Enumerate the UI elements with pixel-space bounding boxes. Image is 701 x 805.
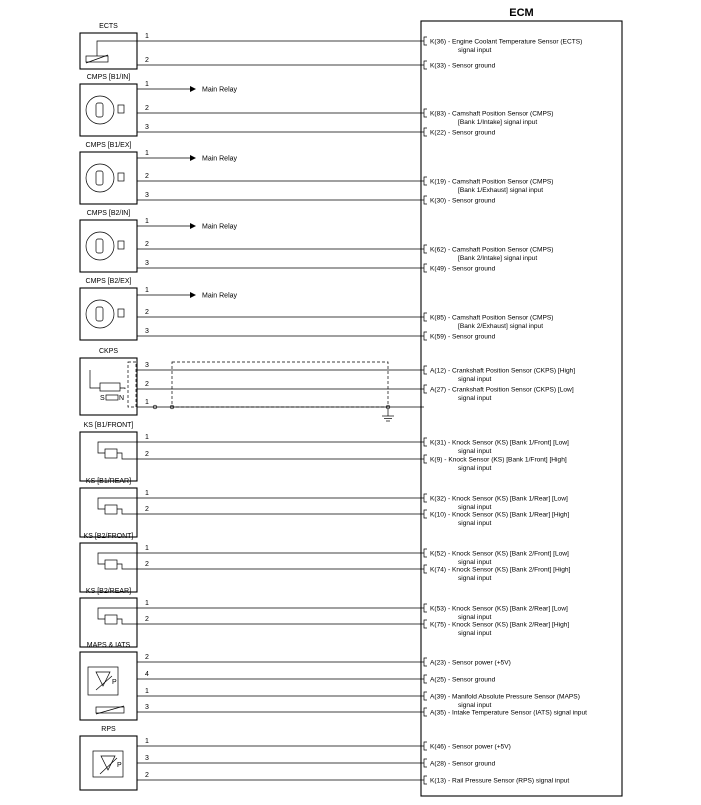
pin-number: 3 <box>145 192 149 199</box>
component-name: ECTS <box>99 23 118 30</box>
terminal-label: A(35) - Intake Temperature Sensor (IATS) signal input <box>430 709 587 717</box>
pin-number: 3 <box>145 362 149 369</box>
shield-dash <box>172 362 388 407</box>
terminal-sublabel: [Bank 1/Exhaust] signal input <box>458 187 544 194</box>
component-box <box>80 543 137 592</box>
terminal-sublabel: [Bank 2/Exhaust] signal input <box>458 323 544 330</box>
terminal-sublabel: signal input <box>458 702 492 709</box>
pin-number: 2 <box>145 241 149 248</box>
pin-number: 2 <box>145 57 149 64</box>
pin-number: 1 <box>145 287 149 294</box>
component-name: CMPS [B2/EX] <box>85 278 132 285</box>
terminal-label: K(75) - Knock Sensor (KS) [Bank 2/Rear] [High] <box>430 621 570 629</box>
terminal-label: K(53) - Knock Sensor (KS) [Bank 2/Rear] [Low] <box>430 605 568 613</box>
terminal-label: K(19) - Camshaft Position Sensor (CMPS) <box>430 178 554 186</box>
terminal-label: A(27) - Crankshaft Position Sensor (CKPS) [Low] <box>430 386 574 394</box>
pin-number: 2 <box>145 772 149 779</box>
component-name: CMPS [B1/EX] <box>85 142 132 149</box>
pin-number: 3 <box>145 260 149 267</box>
pin-number: 2 <box>145 105 149 112</box>
component-box <box>80 652 137 720</box>
ckps-s-label: S <box>100 395 105 402</box>
main-relay-label: Main Relay <box>202 223 238 231</box>
terminal-sublabel: signal input <box>458 630 492 637</box>
terminal-label: A(39) - Manifold Absolute Pressure Sensor (MAPS) <box>430 693 580 701</box>
terminal-label: A(23) - Sensor power (+5V) <box>430 659 511 667</box>
terminal-sublabel: signal input <box>458 614 492 621</box>
pin-number: 1 <box>145 218 149 225</box>
component-box <box>80 152 137 204</box>
component-box <box>80 358 137 415</box>
pin-number: 2 <box>145 173 149 180</box>
terminal-label: K(10) - Knock Sensor (KS) [Bank 1/Rear] [High] <box>430 511 570 519</box>
pin-number: 1 <box>145 33 149 40</box>
pin-number: 2 <box>145 654 149 661</box>
pin-number: 2 <box>145 309 149 316</box>
arrow-icon <box>190 292 196 298</box>
main-relay-label: Main Relay <box>202 292 238 300</box>
component-box <box>80 598 137 647</box>
terminal-label: K(31) - Knock Sensor (KS) [Bank 1/Front] [Low] <box>430 439 569 447</box>
terminal-label: K(9) - Knock Sensor (KS) [Bank 1/Front] [High] <box>430 456 567 464</box>
terminal-label: K(85) - Camshaft Position Sensor (CMPS) <box>430 314 554 322</box>
component-name: CMPS [B2/IN] <box>86 210 131 217</box>
terminal-label: K(36) - Engine Coolant Temperature Sensor (ECTS) <box>430 38 583 46</box>
component-name: RPS <box>101 726 116 733</box>
terminal-sublabel: signal input <box>458 448 492 455</box>
pin-number: 1 <box>145 150 149 157</box>
terminal-sublabel: signal input <box>458 465 492 472</box>
terminal-sublabel: [Bank 2/Intake] signal input <box>458 255 538 262</box>
arrow-icon <box>190 223 196 229</box>
terminal-label: A(25) - Sensor ground <box>430 676 496 684</box>
terminal-label: K(22) - Sensor ground <box>430 129 496 137</box>
terminal-label: K(52) - Knock Sensor (KS) [Bank 2/Front] [Low] <box>430 550 569 558</box>
terminal-sublabel: signal input <box>458 504 492 511</box>
pin-number: 2 <box>145 381 149 388</box>
component-box <box>80 220 137 272</box>
main-relay-label: Main Relay <box>202 86 238 94</box>
pin-number: 1 <box>145 545 149 552</box>
component-name: MAPS & IATS <box>86 642 131 649</box>
arrow-icon <box>190 155 196 161</box>
component-box <box>80 432 137 481</box>
terminal-label: K(59) - Sensor ground <box>430 333 496 341</box>
terminal-sublabel: signal input <box>458 520 492 527</box>
main-relay-label: Main Relay <box>202 155 238 163</box>
pin-number: 3 <box>145 704 149 711</box>
pin-number: 1 <box>145 688 149 695</box>
component-name: CMPS [B1/IN] <box>86 74 131 81</box>
pin-number: 2 <box>145 506 149 513</box>
pin-number: 1 <box>145 81 149 88</box>
terminal-label: K(49) - Sensor ground <box>430 265 496 273</box>
pin-number: 1 <box>145 490 149 497</box>
pin-number: 4 <box>145 671 149 678</box>
pin-number: 3 <box>145 124 149 131</box>
pin-number: 1 <box>145 738 149 745</box>
pin-number: 2 <box>145 616 149 623</box>
component-name: KS [B2/FRONT] <box>83 533 134 540</box>
terminal-label: K(83) - Camshaft Position Sensor (CMPS) <box>430 110 554 118</box>
terminal-label: K(62) - Camshaft Position Sensor (CMPS) <box>430 246 554 254</box>
maps-p-label: P <box>112 679 117 686</box>
terminal-sublabel: signal input <box>458 559 492 566</box>
pin-number: 3 <box>145 328 149 335</box>
ckps-n-label: N <box>119 395 125 402</box>
terminal-label: K(13) - Rail Pressure Sensor (RPS) signal input <box>430 777 570 785</box>
component-name: KS [B1/FRONT] <box>83 422 134 429</box>
ecm-title: ECM <box>509 7 534 19</box>
component-box <box>80 488 137 537</box>
terminal-sublabel: signal input <box>458 575 492 582</box>
terminal-sublabel: signal input <box>458 47 492 54</box>
terminal-label: K(33) - Sensor ground <box>430 62 496 70</box>
terminal-label: K(74) - Knock Sensor (KS) [Bank 2/Front] [High] <box>430 566 571 574</box>
component-box <box>80 736 137 790</box>
terminal-sublabel: signal input <box>458 395 492 402</box>
terminal-label: K(30) - Sensor ground <box>430 197 496 205</box>
pin-number: 1 <box>145 434 149 441</box>
terminal-label: A(12) - Crankshaft Position Sensor (CKPS) [High] <box>430 367 576 375</box>
terminal-label: K(32) - Knock Sensor (KS) [Bank 1/Rear] [Low] <box>430 495 568 503</box>
pin-number: 2 <box>145 561 149 568</box>
component-name: KS [B1/REAR] <box>85 478 132 485</box>
component-box <box>80 84 137 136</box>
component-box <box>80 33 137 69</box>
pin-number: 2 <box>145 451 149 458</box>
component-name: KS [B2/REAR] <box>85 588 132 595</box>
rps-p-label: P <box>117 762 122 769</box>
arrow-icon <box>190 86 196 92</box>
pin-number: 1 <box>145 399 149 406</box>
terminal-sublabel: signal input <box>458 376 492 383</box>
component-name: CKPS <box>98 348 119 355</box>
pin-number: 3 <box>145 755 149 762</box>
terminal-label: K(46) - Sensor power (+5V) <box>430 743 511 751</box>
terminal-sublabel: [Bank 1/Intake] signal input <box>458 119 538 126</box>
terminal-label: A(28) - Sensor ground <box>430 760 496 768</box>
component-box <box>80 288 137 340</box>
pin-number: 1 <box>145 600 149 607</box>
